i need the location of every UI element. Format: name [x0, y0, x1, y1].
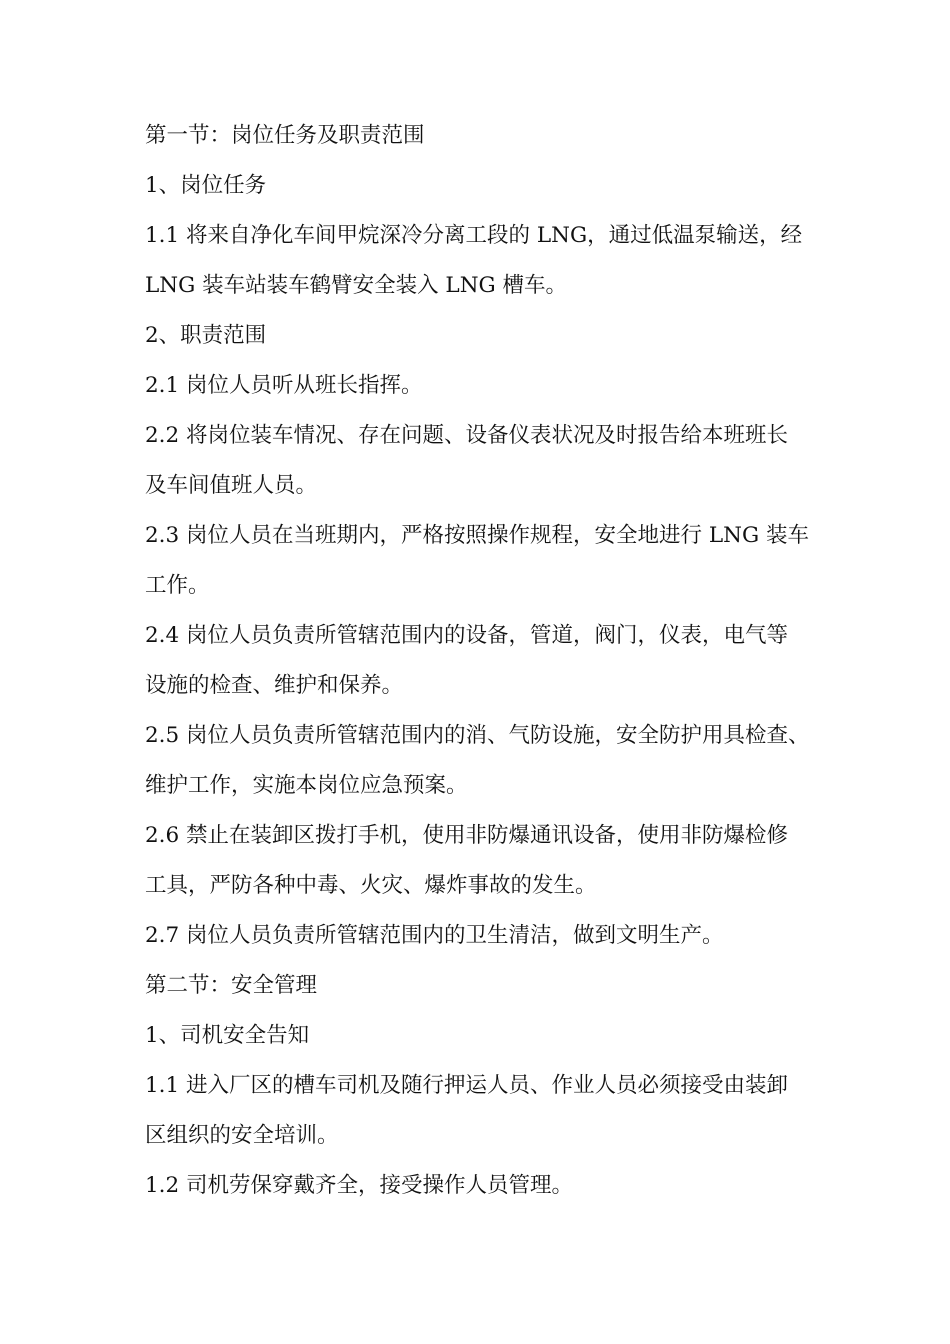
paragraph-line: 设施的检查、维护和保养。 [145, 673, 404, 698]
paragraph-line: 2.1 岗位人员听从班长指挥。 [145, 373, 423, 398]
paragraph-line: 维护工作，实施本岗位应急预案。 [145, 773, 468, 798]
subsection-heading-job-task: 1、岗位任务 [145, 173, 267, 198]
subsection-heading-driver-safety: 1、司机安全告知 [145, 1023, 310, 1048]
subsection-heading-duty-scope: 2、职责范围 [145, 323, 267, 348]
document-body [145, 116, 810, 1216]
paragraph-line: 工具，严防各种中毒、火灾、爆炸事故的发生。 [145, 873, 597, 898]
paragraph-line: 2.6 禁止在装卸区拨打手机，使用非防爆通讯设备，使用非防爆检修 [145, 823, 789, 848]
section-2-heading: 第二节：安全管理 [145, 973, 318, 998]
paragraph-line: 1.1 将来自净化车间甲烷深冷分离工段的 LNG，通过低温泵输送，经 [145, 223, 803, 248]
paragraph-line: 2.4 岗位人员负责所管辖范围内的设备，管道，阀门，仪表，电气等 [145, 623, 789, 648]
paragraph-line: 2.2 将岗位装车情况、存在问题、设备仪表状况及时报告给本班班长 [145, 423, 789, 448]
paragraph-line: 2.7 岗位人员负责所管辖范围内的卫生清洁，做到文明生产。 [145, 923, 724, 948]
paragraph-line: 1.1 进入厂区的槽车司机及随行押运人员、作业人员必须接受由装卸 [145, 1073, 789, 1098]
paragraph-line: 2.3 岗位人员在当班期内，严格按照操作规程，安全地进行 LNG 装车 [145, 523, 809, 548]
paragraph-line: 及车间值班人员。 [145, 473, 318, 498]
paragraph-line: 2.5 岗位人员负责所管辖范围内的消、气防设施，安全防护用具检查、 [145, 723, 810, 748]
paragraph-line: 工作。 [145, 573, 210, 598]
paragraph-line: 1.2 司机劳保穿戴齐全，接受操作人员管理。 [145, 1173, 574, 1198]
paragraph-line: 区组织的安全培训。 [145, 1123, 339, 1148]
paragraph-line: LNG 装车站装车鹤臂安全装入 LNG 槽车。 [145, 273, 568, 298]
section-1-heading: 第一节：岗位任务及职责范围 [145, 123, 425, 148]
